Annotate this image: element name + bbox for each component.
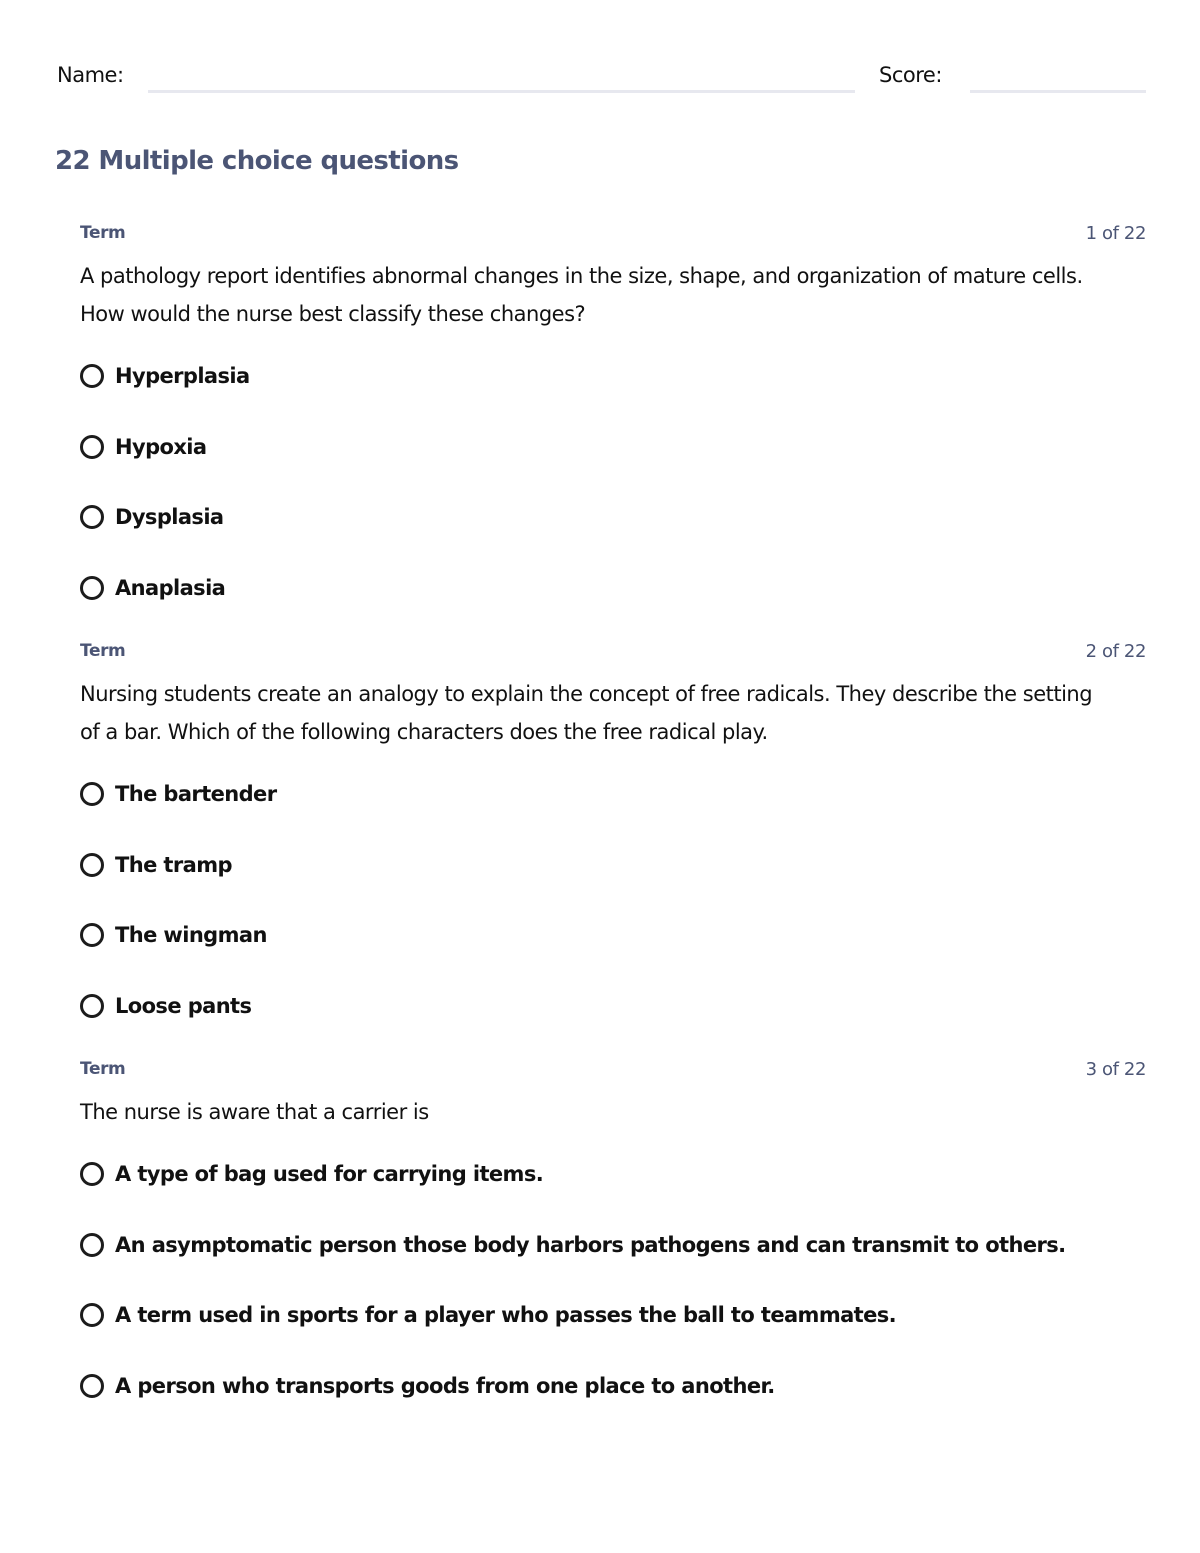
radio-button[interactable] <box>80 923 104 947</box>
radio-button[interactable] <box>80 1374 104 1398</box>
radio-button[interactable] <box>80 782 104 806</box>
answer-label: The bartender <box>115 782 277 807</box>
name-field[interactable] <box>148 90 855 93</box>
term-label: Term <box>80 223 126 243</box>
answer-option[interactable] <box>80 830 1146 901</box>
radio-button[interactable] <box>80 364 104 388</box>
question-counter: 3 of 22 <box>1085 1059 1146 1080</box>
answer-option[interactable] <box>80 971 1146 1042</box>
term-label: Term <box>80 641 126 661</box>
question-card <box>80 1059 1146 1421</box>
radio-button[interactable] <box>80 994 104 1018</box>
answer-option[interactable] <box>80 759 1146 830</box>
answer-label: A term used in sports for a player who passes the ball to teammates. <box>115 1303 897 1328</box>
answer-label: A type of bag used for carrying items. <box>115 1162 544 1187</box>
answer-option[interactable] <box>80 900 1146 971</box>
answer-label: The wingman <box>115 923 267 948</box>
score-field[interactable] <box>970 90 1146 93</box>
question-counter: 2 of 22 <box>1085 641 1146 662</box>
answer-option[interactable] <box>80 412 1146 483</box>
answer-options <box>80 1139 1146 1421</box>
radio-button[interactable] <box>80 1303 104 1327</box>
question-card <box>80 641 1146 1041</box>
answer-option[interactable] <box>80 341 1146 412</box>
answer-label: Loose pants <box>115 993 252 1018</box>
question-counter: 1 of 22 <box>1085 223 1146 244</box>
name-label: Name: <box>57 63 124 87</box>
radio-button[interactable] <box>80 853 104 877</box>
question-card <box>80 223 1146 623</box>
radio-button[interactable] <box>80 1233 104 1257</box>
question-prompt: Nursing students create an analogy to explain the concept of free radicals. They describe the setting of a bar. Which of the following characters does the free radical play. <box>80 682 1093 744</box>
question-meta <box>80 1059 1146 1081</box>
answer-label: A person who transports goods from one place to another. <box>115 1373 775 1398</box>
answer-label: Dysplasia <box>115 505 224 530</box>
question-meta <box>80 641 1146 663</box>
radio-button[interactable] <box>80 435 104 459</box>
answer-option[interactable] <box>80 1139 1146 1210</box>
answer-label: The tramp <box>115 852 232 877</box>
answer-options <box>80 759 1146 1041</box>
answer-option[interactable] <box>80 1351 1146 1422</box>
term-label: Term <box>80 1059 126 1079</box>
answer-option[interactable] <box>80 482 1146 553</box>
radio-button[interactable] <box>80 576 104 600</box>
radio-button[interactable] <box>80 505 104 529</box>
score-label: Score: <box>879 63 942 87</box>
answer-label: Hyperplasia <box>115 364 250 389</box>
answer-option[interactable] <box>80 1280 1146 1351</box>
radio-button[interactable] <box>80 1162 104 1186</box>
answer-label: Hypoxia <box>115 434 207 459</box>
question-meta <box>80 223 1146 245</box>
answer-label: Anaplasia <box>115 575 226 600</box>
section-title: 22 Multiple choice questions <box>55 146 459 176</box>
answer-options <box>80 341 1146 623</box>
answer-option[interactable] <box>80 1210 1146 1281</box>
answer-label: An asymptomatic person those body harbors pathogens and can transmit to others. <box>115 1232 1066 1257</box>
question-prompt: A pathology report identifies abnormal changes in the size, shape, and organization of mature cells. How would the nurse best classify these changes? <box>80 264 1083 326</box>
question-prompt: The nurse is aware that a carrier is <box>80 1100 429 1124</box>
answer-option[interactable] <box>80 553 1146 624</box>
